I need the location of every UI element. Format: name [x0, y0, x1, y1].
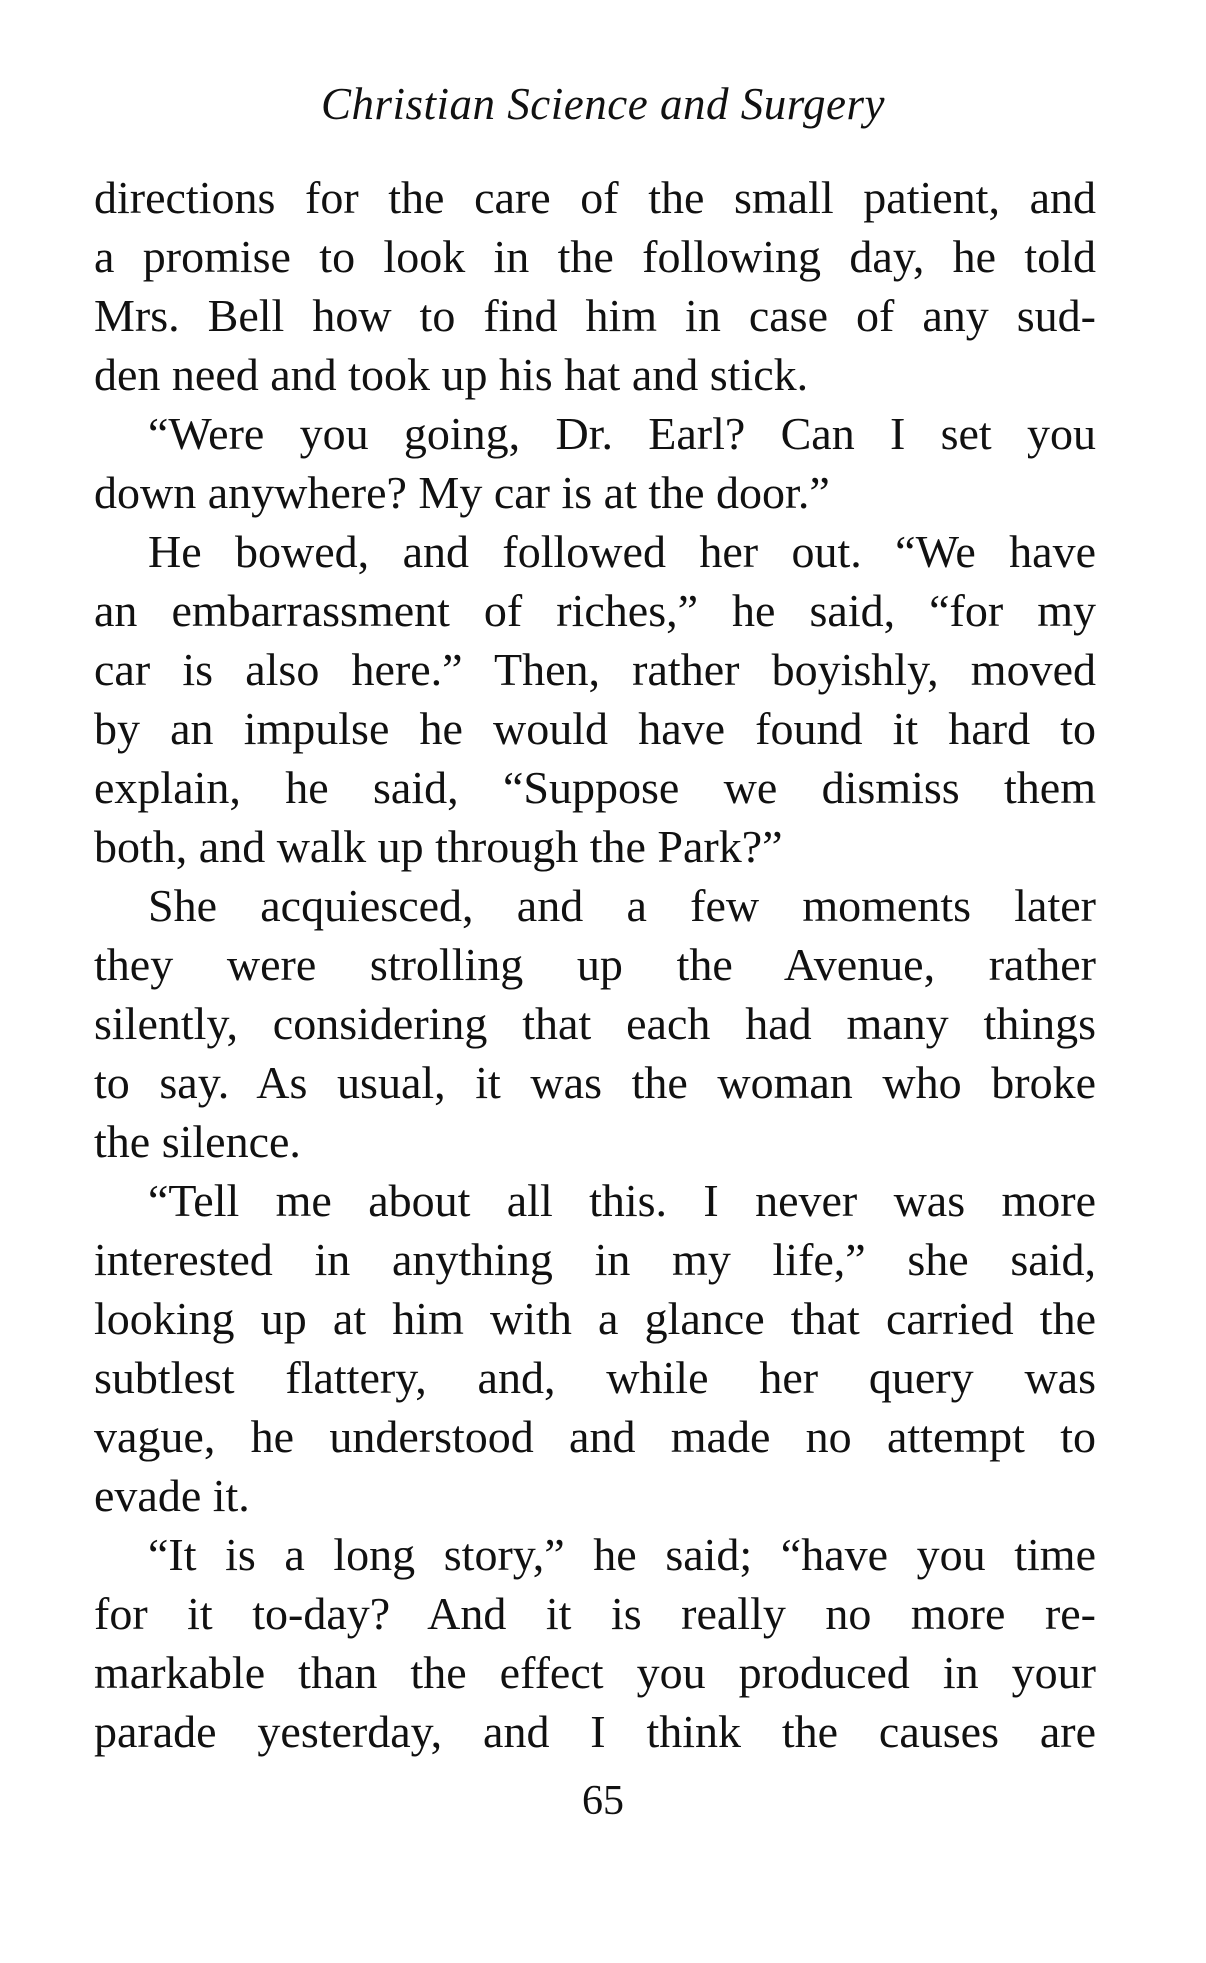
- text-line: den need and took up his hat and stick.: [94, 349, 809, 400]
- text-line: an embarrassment of riches,” he said, “for my: [94, 585, 1096, 636]
- page-number: 65: [582, 1778, 624, 1824]
- text-line: they were strolling up the Avenue, rather: [94, 939, 1096, 990]
- text-line: interested in anything in my life,” she said,: [94, 1234, 1096, 1285]
- body-text: [94, 168, 1096, 1761]
- text-line: vague, he understood and made no attempt to: [94, 1411, 1096, 1462]
- text-line: explain, he said, “Suppose we dismiss them: [94, 762, 1096, 813]
- text-line: evade it.: [94, 1470, 250, 1521]
- text-line: He bowed, and followed her out. “We have: [148, 526, 1096, 577]
- text-line: for it to-day? And it is really no more re-: [94, 1588, 1096, 1639]
- text-line: “It is a long story,” he said; “have you time: [148, 1529, 1096, 1580]
- text-line: the silence.: [94, 1116, 301, 1167]
- text-line: car is also here.” Then, rather boyishly, moved: [94, 644, 1096, 695]
- text-line: to say. As usual, it was the woman who broke: [94, 1057, 1096, 1108]
- text-line: directions for the care of the small patient, and: [94, 172, 1096, 223]
- text-line: a promise to look in the following day, he told: [94, 231, 1096, 282]
- text-line: down anywhere? My car is at the door.”: [94, 467, 830, 518]
- text-line: looking up at him with a glance that carried the: [94, 1293, 1096, 1344]
- running-head: Christian Science and Surgery: [321, 79, 885, 129]
- text-line: Mrs. Bell how to find him in case of any sud-: [94, 290, 1096, 341]
- text-line: “Tell me about all this. I never was more: [148, 1175, 1096, 1226]
- text-line: both, and walk up through the Park?”: [94, 821, 783, 872]
- text-line: markable than the effect you produced in your: [94, 1647, 1096, 1698]
- text-line: She acquiesced, and a few moments later: [148, 880, 1096, 931]
- text-line: by an impulse he would have found it hard to: [94, 703, 1096, 754]
- text-line: silently, considering that each had many things: [94, 998, 1096, 1049]
- text-line: parade yesterday, and I think the causes are: [94, 1706, 1096, 1757]
- text-line: subtlest flattery, and, while her query was: [94, 1352, 1096, 1403]
- text-line: “Were you going, Dr. Earl? Can I set you: [148, 408, 1096, 459]
